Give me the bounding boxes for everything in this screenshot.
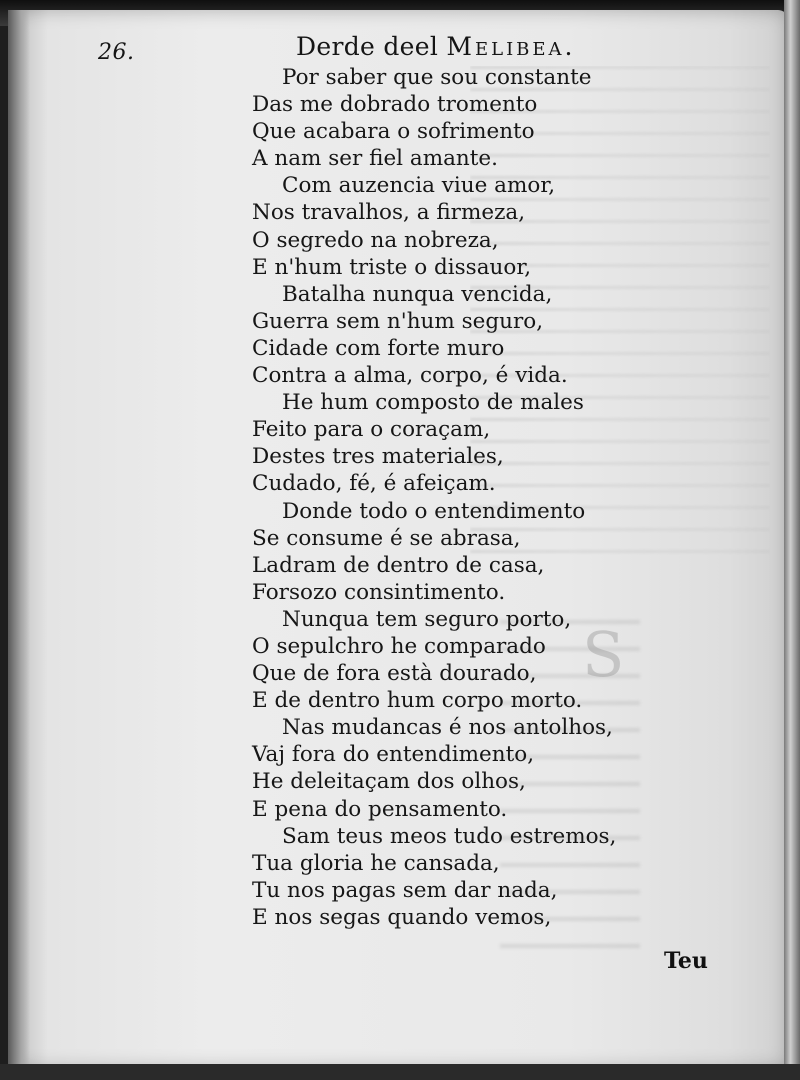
running-head	[296, 32, 576, 61]
verse-line: Forsozo consintimento.	[252, 579, 506, 605]
running-head-name: Melibea.	[446, 32, 576, 61]
page-gutter-shadow	[8, 10, 30, 1068]
verse-line: Que acabara o sofrimento	[252, 119, 535, 145]
verse-line: Cudado, fé, é afeiçam.	[252, 471, 496, 497]
verse-line: Que de fora està dourado,	[252, 661, 537, 687]
verse-line: E nos segas quando vemos,	[252, 904, 552, 930]
verse-line: Donde todo o entendimento	[282, 498, 586, 524]
verse-line: Das me dobrado tromento	[252, 92, 538, 118]
verse-line: Tu nos pagas sem dar nada,	[252, 877, 558, 903]
verse-line: Destes tres materiales,	[252, 444, 504, 470]
verse-line: Com auzencia viue amor,	[282, 173, 556, 199]
running-head-prefix: Derde deel	[296, 32, 447, 61]
verse-line: Feito para o coraçam,	[252, 417, 491, 443]
verse-line: E n'hum triste o dissauor,	[252, 254, 532, 280]
verse-line: Vaj fora do entendimento,	[252, 742, 535, 768]
verse-line: Guerra sem n'hum seguro,	[252, 308, 544, 334]
bleed-through-initial: S	[582, 618, 625, 691]
verse-line: Se consume é se abrasa,	[252, 525, 521, 551]
verse-line: Tua gloria he cansada,	[252, 850, 500, 876]
verse-line: Batalha nunqua vencida,	[282, 281, 553, 307]
verse-line: Sam teus meos tudo estremos,	[282, 823, 617, 849]
verse-line: O sepulchro he comparado	[252, 633, 546, 659]
verse-line: He hum composto de males	[282, 390, 584, 416]
verse-block	[252, 64, 632, 931]
verse-line: Ladram de dentro de casa,	[252, 552, 545, 578]
catchword: Teu	[664, 948, 708, 974]
verse-line: Nas mudancas é nos antolhos,	[282, 715, 613, 741]
verse-line: Nos travalhos, a firmeza,	[252, 200, 526, 226]
verse-line: Cidade com forte muro	[252, 335, 505, 361]
verse-line: O segredo na nobreza,	[252, 227, 499, 253]
verse-line: Por saber que sou constante	[282, 65, 592, 90]
verse-line: A nam ser fiel amante.	[252, 146, 498, 172]
page-number: 26.	[98, 40, 135, 65]
right-page-edge	[784, 0, 800, 1080]
verse-line: E pena do pensamento.	[252, 796, 508, 822]
verse-line: E de dentro hum corpo morto.	[252, 688, 583, 714]
verse-line: Nunqua tem seguro porto,	[282, 606, 572, 632]
verse-line: Contra a alma, corpo, é vida.	[252, 363, 568, 389]
verse-line: He deleitaçam dos olhos,	[252, 769, 526, 795]
bottom-dark-edge	[0, 1064, 800, 1080]
